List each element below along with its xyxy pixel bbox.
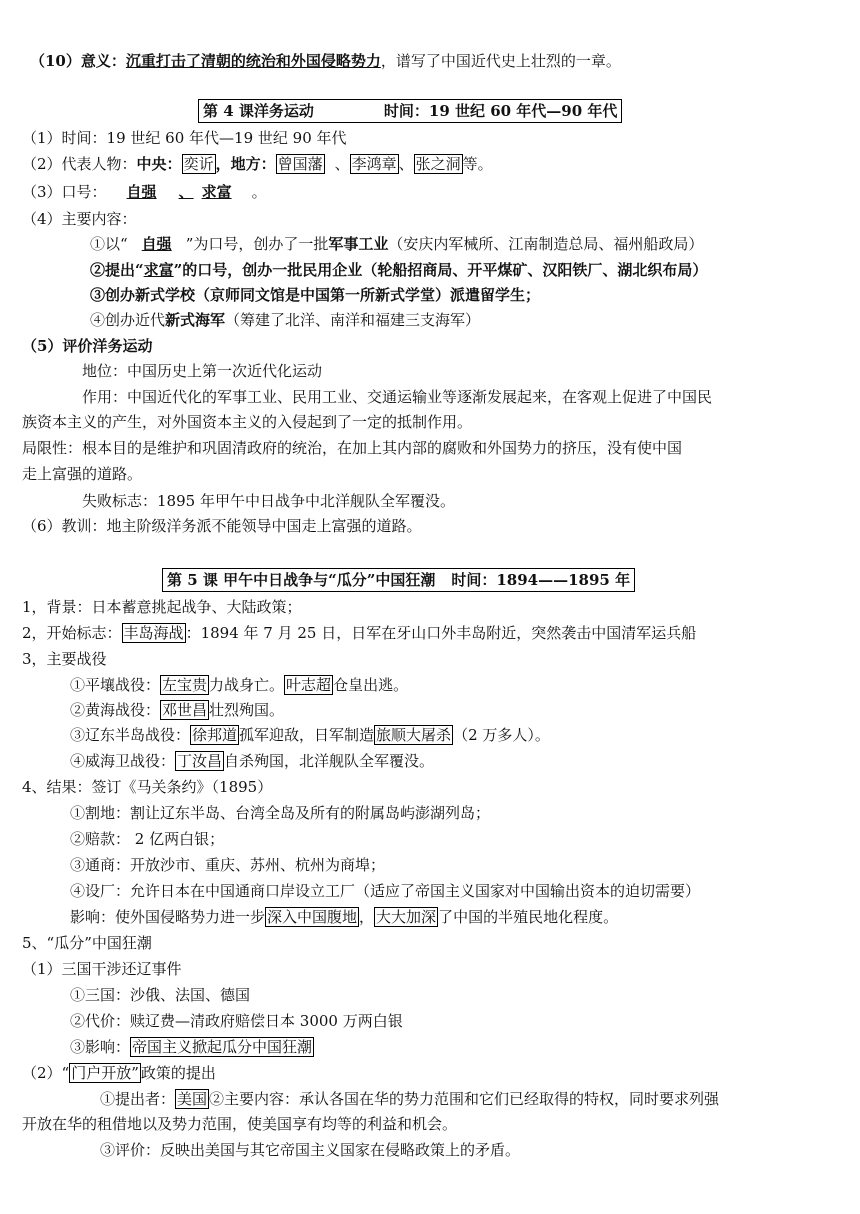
item-suffix: （轮船招商局、开平煤矿、汉阳铁厂、湖北织布局）	[362, 261, 708, 279]
triple-countries: ①三国：沙俄、法国、德国	[70, 986, 251, 1004]
boxed-usa: 美国	[177, 1090, 208, 1108]
proposer-prefix: ①提出者：	[100, 1090, 176, 1108]
item-mid: ”为口号，创办了一批	[185, 235, 329, 253]
item-number: （10）	[30, 52, 81, 70]
item-prefix: ②提出“	[90, 261, 144, 279]
war-result: 4、结果：签订《马关条约》（1895）	[22, 778, 273, 796]
significance-line	[30, 50, 621, 72]
figures-suffix: 等。	[462, 155, 493, 173]
evaluation-limit-2: 走上富强的道路。	[22, 465, 143, 483]
slogan-prefix: （3）口号：	[22, 183, 107, 201]
triple-cost: ②代价：赎辽费—清政府赔偿日本 3000 万两白银	[70, 1012, 403, 1030]
boxed-deng: 邓世昌	[162, 701, 208, 719]
item-bold: 新式海军	[165, 311, 226, 329]
figures-prefix: （2）代表人物：	[22, 155, 137, 173]
proposer-suffix: ②主要内容：承认各国在华的势力范围和它们已经取得的特权，同时要求列强	[209, 1090, 720, 1108]
lesson4-header	[198, 99, 622, 123]
battle-mid: 孤军迎敌，日军制造	[239, 726, 375, 744]
battle-suffix: 自杀殉国，北洋舰队全军覆没。	[224, 752, 435, 770]
war-background: 1，背景：日本蓄意挑起战争、大陆政策；	[22, 598, 302, 616]
evaluation-limit-1: 局限性：根本目的是维护和巩固清政府的统治，在加上其内部的腐败和外国势力的挤压，没有使中国	[22, 439, 683, 457]
treaty-factories: ④设厂：允许日本在中国通商口岸设立工厂（适应了帝国主义国家对中国输出资本的迫切需要）	[70, 882, 701, 900]
boxed-scramble: 帝国主义掀起瓜分中国狂潮	[132, 1038, 313, 1056]
lesson5-title: 第 5 课 甲午中日战争与“瓜分”中国狂潮	[167, 571, 436, 589]
boxed-deepen: 大大加深	[376, 908, 437, 926]
lesson4-content-heading: （4）主要内容：	[22, 210, 137, 228]
lesson4-slogan-line	[22, 181, 267, 203]
battle-suffix: 壮烈殉国。	[209, 701, 285, 719]
open-door-heading	[22, 1062, 216, 1084]
treaty-cession: ①割地：割让辽东半岛、台湾全岛及所有的附属岛屿澎湖列岛；	[70, 804, 491, 822]
boxed-deep: 深入中国腹地	[267, 908, 358, 926]
battles-heading: 3，主要战役	[22, 650, 107, 668]
figures-sep: 、	[398, 155, 414, 173]
lesson4-title: 第 4 课洋务运动	[203, 102, 314, 120]
boxed-yixin: 奕䜣	[183, 155, 214, 173]
battle-pyongyang	[70, 674, 408, 696]
slogan-ziqiang: 自强	[126, 183, 157, 201]
lesson5-time: 时间：1894——1895 年	[451, 571, 631, 589]
item-suffix: （筹建了北洋、南洋和福建三支海军）	[225, 311, 481, 329]
war-start	[22, 622, 696, 644]
figures-local: ，地方：	[215, 155, 276, 173]
content-item-4	[90, 309, 480, 331]
boxed-ye: 叶志超	[286, 676, 332, 694]
battle-suffix: （2 万多人）。	[453, 726, 550, 744]
impact-suffix: 了中国的半殖民地化程度。	[438, 908, 619, 926]
open-prefix: （2）“	[22, 1064, 70, 1082]
lesson4-time-line: （1）时间：19 世纪 60 年代—19 世纪 90 年代	[22, 129, 347, 147]
item-prefix: ④创办近代	[90, 311, 166, 329]
battle-prefix: ③辽东半岛战役：	[70, 726, 191, 744]
battle-yellow-sea	[70, 699, 284, 721]
slogan-qiufu: 求富	[201, 183, 232, 201]
evaluation-effect-2: 族资本主义的产生，对外国资本主义的入侵起到了一定的抵制作用。	[22, 413, 473, 431]
boxed-zeng: 曾国藩	[277, 155, 323, 173]
item-bold: 民用企业	[302, 261, 363, 279]
start-prefix: 2，开始标志：	[22, 624, 122, 642]
impact-prefix: ③影响：	[70, 1038, 131, 1056]
boxed-zuo: 左宝贵	[162, 676, 208, 694]
boxed-xu: 徐邦道	[192, 726, 238, 744]
boxed-open-door: 门户开放”	[71, 1064, 139, 1082]
boxed-zhang: 张之洞	[415, 155, 461, 173]
battle-suffix: 仓皇出逃。	[333, 676, 409, 694]
triple-impact	[70, 1036, 314, 1058]
item-slogan: 求富	[143, 261, 174, 279]
battle-mid: 力战身亡。	[209, 676, 285, 694]
battle-prefix: ②黄海战役：	[70, 701, 161, 719]
evaluation-failure: 失败标志：1895 年甲午中日战争中北洋舰队全军覆没。	[82, 492, 455, 510]
impact-prefix: 影响：使外国侵略势力进一步	[70, 908, 266, 926]
item-prefix: ①以“	[90, 235, 128, 253]
evaluation-heading: （5）评价洋务运动	[22, 337, 153, 355]
impact-sep: ，	[359, 908, 375, 926]
triple-intervention: （1）三国干涉还辽事件	[22, 960, 182, 978]
battle-prefix: ④威海卫战役：	[70, 752, 176, 770]
treaty-indemnity: ②赔款： 2 亿两白银；	[70, 830, 225, 848]
treaty-impact	[70, 906, 618, 928]
battle-liaodong	[70, 724, 550, 746]
boxed-li: 李鸿章	[351, 155, 397, 173]
slogan-suffix: 。	[251, 183, 267, 201]
item-label: 意义：	[80, 52, 126, 70]
boxed-lushun: 旅顺大屠杀	[376, 726, 452, 744]
content-item-2	[90, 259, 707, 281]
battle-prefix: ①平壤战役：	[70, 676, 161, 694]
significance-emphasis: 沉重打击了清朝的统治和外国侵略势力	[125, 52, 381, 70]
item-suffix: （安庆内军械所、江南制造总局、福州船政局）	[388, 235, 704, 253]
battle-weihaiwei	[70, 750, 434, 772]
boxed-ding: 丁汝昌	[177, 752, 223, 770]
boxed-fengdao: 丰岛海战	[123, 624, 184, 642]
lesson4-time: 时间：19 世纪 60 年代—90 年代	[383, 102, 618, 120]
item-bold: 军事工业	[328, 235, 389, 253]
content-item-1	[90, 233, 703, 255]
evaluation-effect-1: 作用：中国近代化的军事工业、民用工业、交通运输业等逐渐发展起来，在客观上促进了中国民	[82, 388, 713, 406]
open-suffix: 政策的提出	[140, 1064, 216, 1082]
figures-sep: 、	[334, 155, 350, 173]
lesson5-header	[162, 568, 635, 592]
content-item-3: ③创办新式学校（京师同文馆是中国第一所新式学堂）派遣留学生；	[90, 286, 541, 304]
significance-rest: ，谱写了中国近代史上壮烈的一章。	[380, 52, 621, 70]
open-door-content: 开放在华的租借地以及势力范围，使美国享有均等的利益和机会。	[22, 1115, 458, 1133]
lesson4-figures-line	[22, 153, 493, 175]
start-suffix: ：1894 年 7 月 25 日，日军在牙山口外丰岛附近，突然袭击中国清军运兵船	[185, 624, 697, 642]
open-door-proposer	[100, 1088, 719, 1110]
item-mid: ”的口号，创办一批	[173, 261, 303, 279]
figures-central: 中央：	[136, 155, 182, 173]
treaty-trade: ③通商：开放沙市、重庆、苏州、杭州为商埠；	[70, 856, 386, 874]
evaluation-status: 地位：中国历史上第一次近代化运动	[82, 362, 323, 380]
item-slogan: 自强	[141, 235, 172, 253]
lesson4-lesson: （6）教训：地主阶级洋务派不能领导中国走上富强的道路。	[22, 517, 422, 535]
open-door-evaluation: ③评价：反映出美国与其它帝国主义国家在侵略政策上的矛盾。	[100, 1141, 521, 1159]
slogan-sep: 、	[178, 183, 194, 201]
partition-heading: 5、“瓜分”中国狂潮	[22, 934, 152, 952]
